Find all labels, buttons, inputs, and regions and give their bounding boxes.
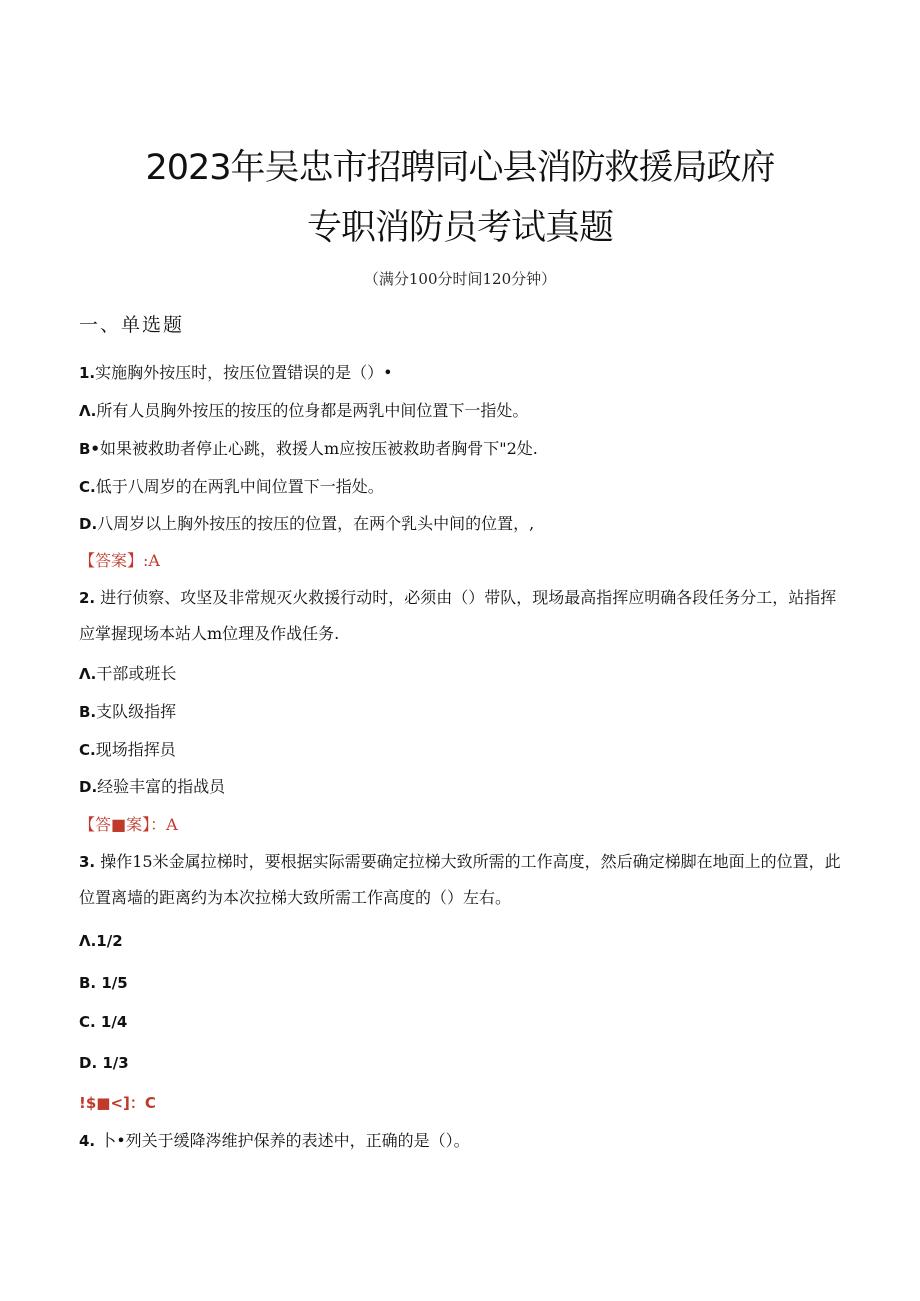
option-label: D. [79, 778, 98, 796]
option-text: 如果被救助者停止心跳，救援人m应按压被救助者胸骨下"2处. [100, 439, 538, 458]
question-1-option-d [79, 511, 534, 534]
question-3-option-a [79, 931, 123, 950]
option-label: B• [79, 440, 101, 458]
option-text: 现场指挥员 [95, 740, 176, 759]
question-1-option-c [79, 474, 384, 497]
question-number: 3. [79, 853, 96, 871]
question-2-answer: 【答■案】：A [79, 815, 178, 834]
question-number: 1. [79, 364, 96, 382]
question-number: 4. [79, 1132, 96, 1150]
option-text: 干部或班长 [96, 664, 177, 683]
question-2-option-a [79, 661, 176, 684]
question-text: 操作15米金属拉梯时，要根据实际需要确定拉梯大致所需的工作高度，然后确定梯脚在地面上的位置，此位置离墙的距离约为本次拉梯大致所需工作高度的（）左右。 [79, 852, 841, 907]
option-label: C. [79, 741, 96, 759]
option-text: 经验丰富的指战员 [97, 777, 226, 796]
option-text: 低于八周岁的在两乳中间位置下一指处。 [95, 477, 384, 496]
option-label: Λ.1/2 [79, 932, 123, 950]
question-3-option-b [79, 973, 128, 992]
question-1-option-a [79, 398, 528, 421]
question-3-answer: !$■<]：C [79, 1094, 156, 1112]
question-2-option-d [79, 774, 225, 797]
question-2-option-b [79, 699, 176, 722]
question-3 [79, 844, 841, 916]
option-label: B. 1/5 [79, 974, 128, 992]
question-text: 卜•列关于缓降涔维护保养的表述中，正确的是（）。 [100, 1131, 470, 1150]
question-1-option-b [79, 436, 538, 459]
document-subtitle: （满分100分时间120分钟） [363, 270, 557, 288]
option-label: D. [79, 515, 98, 533]
document-title-line-1: 2023年吴忠市招聘同心县消防救援局政府 [145, 148, 775, 188]
document-title-line-2: 专职消防员考试真题 [306, 208, 613, 248]
option-text: 八周岁以上胸外按压的按压的位置，在两个乳头中间的位置，, [97, 514, 535, 533]
question-text: 进行侦察、攻坚及非常规灭火救援行动时，必须由（）带队，现场最高指挥应明确各段任务分工，站指挥应掌握现场本站人m位理及作战任务. [79, 588, 837, 643]
option-text: 所有人员胸外按压的按压的位身都是两乳中间位置下一指处。 [96, 401, 529, 420]
option-label: Λ. [79, 402, 97, 420]
question-3-option-c [79, 1012, 127, 1031]
option-label: B. [79, 703, 97, 721]
option-label: C. [79, 478, 96, 496]
question-1 [79, 360, 393, 383]
question-3-option-d [79, 1053, 129, 1072]
question-1-answer: 【答案】:A [79, 551, 160, 570]
section-heading: 一、单选题 [79, 314, 185, 336]
option-label: C. 1/4 [79, 1013, 128, 1031]
question-4 [79, 1128, 470, 1151]
question-2-option-c [79, 737, 176, 760]
question-text: 实施胸外按压时，按压位置错误的是（）• [95, 363, 393, 382]
option-text: 支队级指挥 [96, 702, 177, 721]
question-number: 2. [79, 589, 96, 607]
option-label: D. 1/3 [79, 1054, 129, 1072]
option-label: Λ. [79, 665, 97, 683]
question-2 [79, 580, 841, 652]
